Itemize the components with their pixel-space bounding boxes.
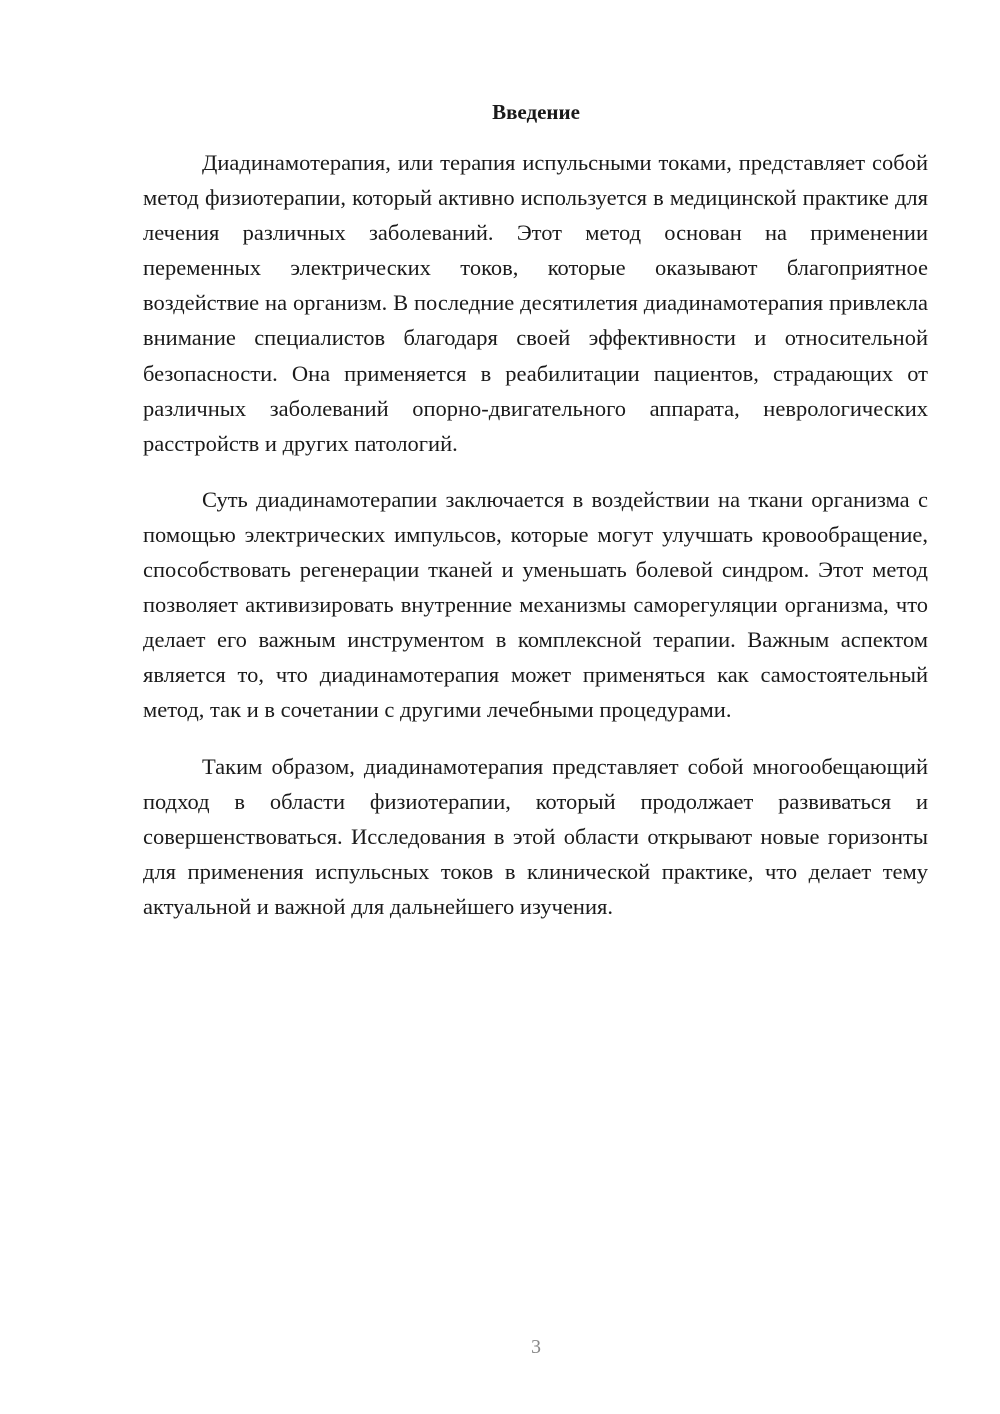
paragraph-3: Таким образом, диадинамотерапия представляет собой многообещающий подход в области физиотерапии, который продолжает развиваться и совершенствоваться. Исследования в этой области открывают новые горизонты для применения испульсных токов в клинической практике, что делает тему актуальной и важной для дальнейшего изучения.	[143, 753, 928, 919]
paragraph-2: Суть диадинамотерапии заключается в воздействии на ткани организма с помощью электрических импульсов, которые могут улучшать кровообращение, способствовать регенерации тканей и уменьшать болевой синдром. Этот метод позволяет активизировать внутренние механизмы саморегуляции организма, что делает его важным инструментом в комплексной терапии. Важным аспектом является то, что диадинамотерапия может применяться как самостоятельный метод, так и в сочетании с другими лечебными процедурами.	[143, 486, 928, 723]
page-number: 3	[531, 1336, 541, 1358]
section-heading: Введение	[492, 100, 580, 124]
paragraph-1: Диадинамотерапия, или терапия испульсными токами, представляет собой метод физиотерапии, который активно используется в медицинской практике для лечения различных заболеваний. Этот метод основан на применении переменных электрических токов, которые оказывают благоприятное воздействие на организм. В последние десятилетия диадинамотерапия привлекла внимание специалистов благодаря своей эффективности и относительной безопасности. Она применяется в реабилитации пациентов, страдающих от различных заболеваний опорно-двигательного аппарата, неврологических расстройств и других патологий.	[143, 150, 928, 456]
body-text	[143, 145, 928, 945]
